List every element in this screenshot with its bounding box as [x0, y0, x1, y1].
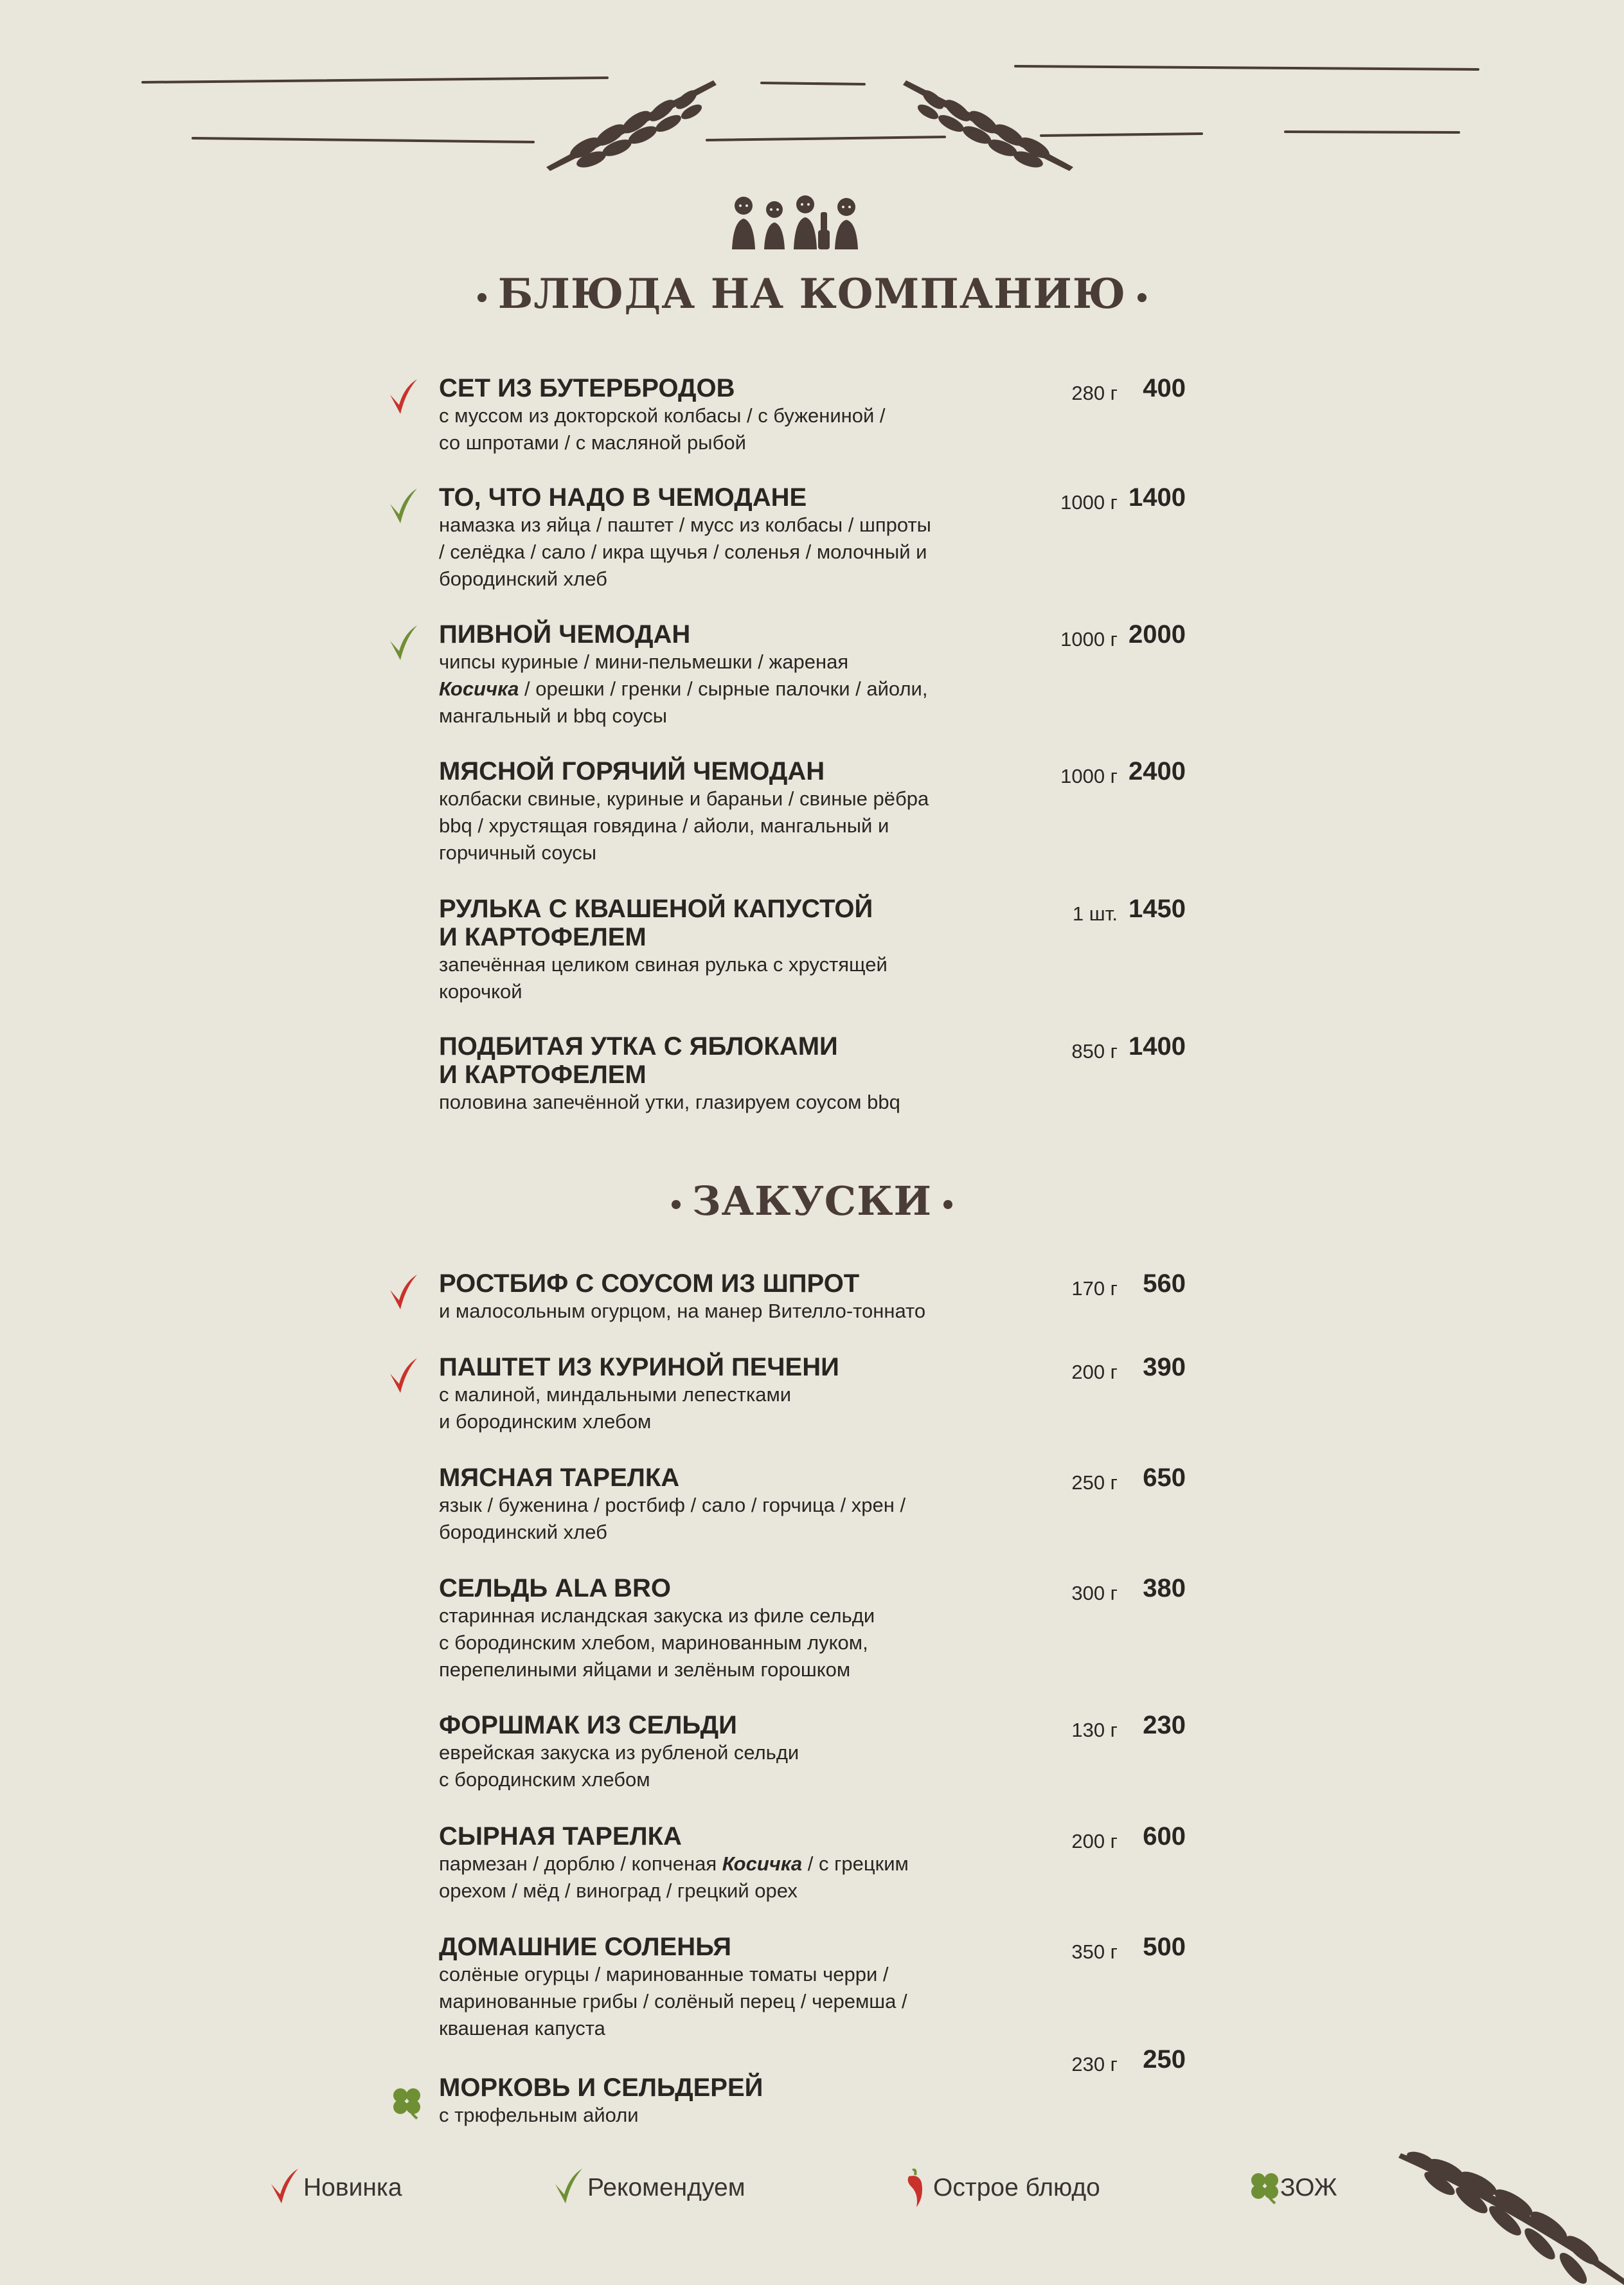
wheat-corner-icon: [1395, 2144, 1624, 2285]
description-text: / орешки / гренки / сырные палочки / айоли, мангальный и bbq соусы: [439, 677, 928, 727]
dish-weight: 200 г: [1071, 1830, 1118, 1852]
red-check-icon: [389, 1275, 422, 1308]
dish-name: РОСТБИФ С СОУСОМ ИЗ ШПРОТ: [439, 1269, 860, 1298]
red-check-icon: [389, 1358, 422, 1392]
dish-description: [439, 649, 1004, 730]
people-group-icon: [729, 193, 864, 251]
heading-dot-left: [672, 1200, 681, 1209]
dish-name: ТО, ЧТО НАДО В ЧЕМОДАНЕ: [439, 483, 807, 512]
dish-weight: 250 г: [1071, 1471, 1118, 1494]
dish-price: 2000: [1129, 620, 1186, 649]
dish-description: [439, 1850, 1004, 1904]
wheat-right-icon: [893, 71, 1080, 174]
dish-description: с муссом из докторской колбасы / с бужениной / со шпротами / с масляной рыбой: [439, 404, 886, 454]
dish-name: ПОДБИТАЯ УТКА С ЯБЛОКАМИ И КАРТОФЕЛЕМ: [439, 1032, 838, 1089]
chili-pepper-icon: [900, 2169, 929, 2209]
dish-description: еврейская закуска из рубленой сельди с бородинским хлебом: [439, 1741, 799, 1791]
dish-weight: 130 г: [1071, 1719, 1118, 1741]
dish-description: с трюфельным айоли: [439, 2104, 639, 2126]
clover-icon: [1247, 2169, 1283, 2205]
green-check-icon: [554, 2169, 584, 2205]
dish-name: ПИВНОЙ ЧЕМОДАН: [439, 620, 691, 649]
dish-price: 1400: [1129, 483, 1186, 512]
dish-price: 230: [1143, 1711, 1186, 1739]
dish-name: ПАШТЕТ ИЗ КУРИНОЙ ПЕЧЕНИ: [439, 1353, 839, 1381]
clover-icon: [389, 2084, 422, 2117]
dish-weight: 350 г: [1071, 1940, 1118, 1963]
dish-description: запечённая целиком свиная рулька с хрустящей корочкой: [439, 953, 888, 1003]
legend-label-healthy: ЗОЖ: [1280, 2174, 1337, 2201]
legend-label-recommend: Рекомендуем: [587, 2174, 745, 2201]
red-check-icon: [389, 379, 422, 413]
section-title-text: ЗАКУСКИ: [692, 1178, 932, 1224]
dish-price: 250: [1143, 2045, 1186, 2074]
heading-dot-left: [477, 293, 486, 302]
dish-name: СЕЛЬДЬ ALA BRO: [439, 1574, 671, 1602]
dish-weight: 230 г: [1071, 2053, 1118, 2075]
dish-name: МЯСНОЙ ГОРЯЧИЙ ЧЕМОДАН: [439, 757, 825, 785]
dish-name: РУЛЬКА С КВАШЕНОЙ КАПУСТОЙ И КАРТОФЕЛЕМ: [439, 895, 873, 951]
dish-weight: 1000 г: [1060, 765, 1118, 787]
dish-name: ФОРШМАК ИЗ СЕЛЬДИ: [439, 1711, 737, 1739]
heading-dot-right: [943, 1200, 952, 1209]
dish-price: 380: [1143, 1574, 1186, 1602]
dish-price: 500: [1143, 1933, 1186, 1961]
dish-weight: 170 г: [1071, 1277, 1118, 1300]
dish-description: и малосольным огурцом, на манер Вителло-тоннато: [439, 1300, 926, 1322]
dish-price: 390: [1143, 1353, 1186, 1381]
dish-name: МЯСНАЯ ТАРЕЛКА: [439, 1464, 680, 1492]
dish-weight: 200 г: [1071, 1361, 1118, 1383]
description-text: пармезан / дорблю / копченая: [439, 1852, 722, 1875]
decorative-lines: [0, 0, 1624, 193]
dish-price: 2400: [1129, 757, 1186, 785]
dish-weight: 300 г: [1071, 1582, 1118, 1604]
brand-name: Косичка: [722, 1852, 803, 1875]
dish-name: ДОМАШНИЕ СОЛЕНЬЯ: [439, 1933, 732, 1961]
dish-price: 1450: [1129, 895, 1186, 923]
dish-weight: 1000 г: [1060, 491, 1118, 514]
dish-description: половина запечённой утки, глазируем соусом bbq: [439, 1091, 900, 1113]
section-title-company: [0, 270, 1624, 318]
dish-description: намазка из яйца / паштет / мусс из колбасы / шпроты / селёдка / сало / икра щучья / соленья / молочный и бородинский хлеб: [439, 514, 931, 590]
dish-name: МОРКОВЬ И СЕЛЬДЕРЕЙ: [439, 2074, 763, 2102]
dish-description: старинная исландская закуска из филе сельди с бородинским хлебом, маринованным луком, перепелиными яйцами и зелёным горошком: [439, 1604, 875, 1681]
dish-weight: 280 г: [1071, 382, 1118, 404]
heading-dot-right: [1138, 293, 1147, 302]
dish-price: 650: [1143, 1464, 1186, 1492]
green-check-icon: [389, 625, 422, 659]
description-text: / с грецким орехом / мёд / виноград / грецкий орех: [439, 1852, 909, 1902]
dish-price: 1400: [1129, 1032, 1186, 1061]
dish-price: 560: [1143, 1269, 1186, 1298]
section-title-text: БЛЮДА НА КОМПАНИЮ: [497, 270, 1127, 318]
dish-name: СЕТ ИЗ БУТЕРБРОДОВ: [439, 374, 735, 402]
brand-name: Косичка: [439, 677, 519, 700]
red-check-icon: [270, 2169, 299, 2205]
legend-label-spicy: Острое блюдо: [933, 2174, 1100, 2201]
dish-description: колбаски свиные, куриные и бараньи / свиные рёбра bbq / хрустящая говядина / айоли, мангальный и горчичный соусы: [439, 787, 929, 864]
dish-description: солёные огурцы / маринованные томаты черри / маринованные грибы / солёный перец / черемша / квашеная капуста: [439, 1963, 907, 2039]
wheat-left-icon: [540, 71, 726, 174]
dish-price: 600: [1143, 1822, 1186, 1850]
section-title-snacks: [0, 1178, 1624, 1224]
dish-weight: 1 шт.: [1072, 902, 1118, 925]
legend-label-new: Новинка: [303, 2174, 402, 2201]
dish-price: 400: [1143, 374, 1186, 402]
dish-weight: 850 г: [1071, 1040, 1118, 1062]
dish-name: СЫРНАЯ ТАРЕЛКА: [439, 1822, 682, 1850]
dish-weight: 1000 г: [1060, 628, 1118, 650]
green-check-icon: [389, 488, 422, 522]
dish-description: с малиной, миндальными лепестками и бородинским хлебом: [439, 1383, 792, 1433]
description-text: чипсы куриные / мини-пельмешки / жареная: [439, 650, 849, 673]
dish-description: язык / буженина / ростбиф / сало / горчица / хрен / бородинский хлеб: [439, 1494, 906, 1543]
